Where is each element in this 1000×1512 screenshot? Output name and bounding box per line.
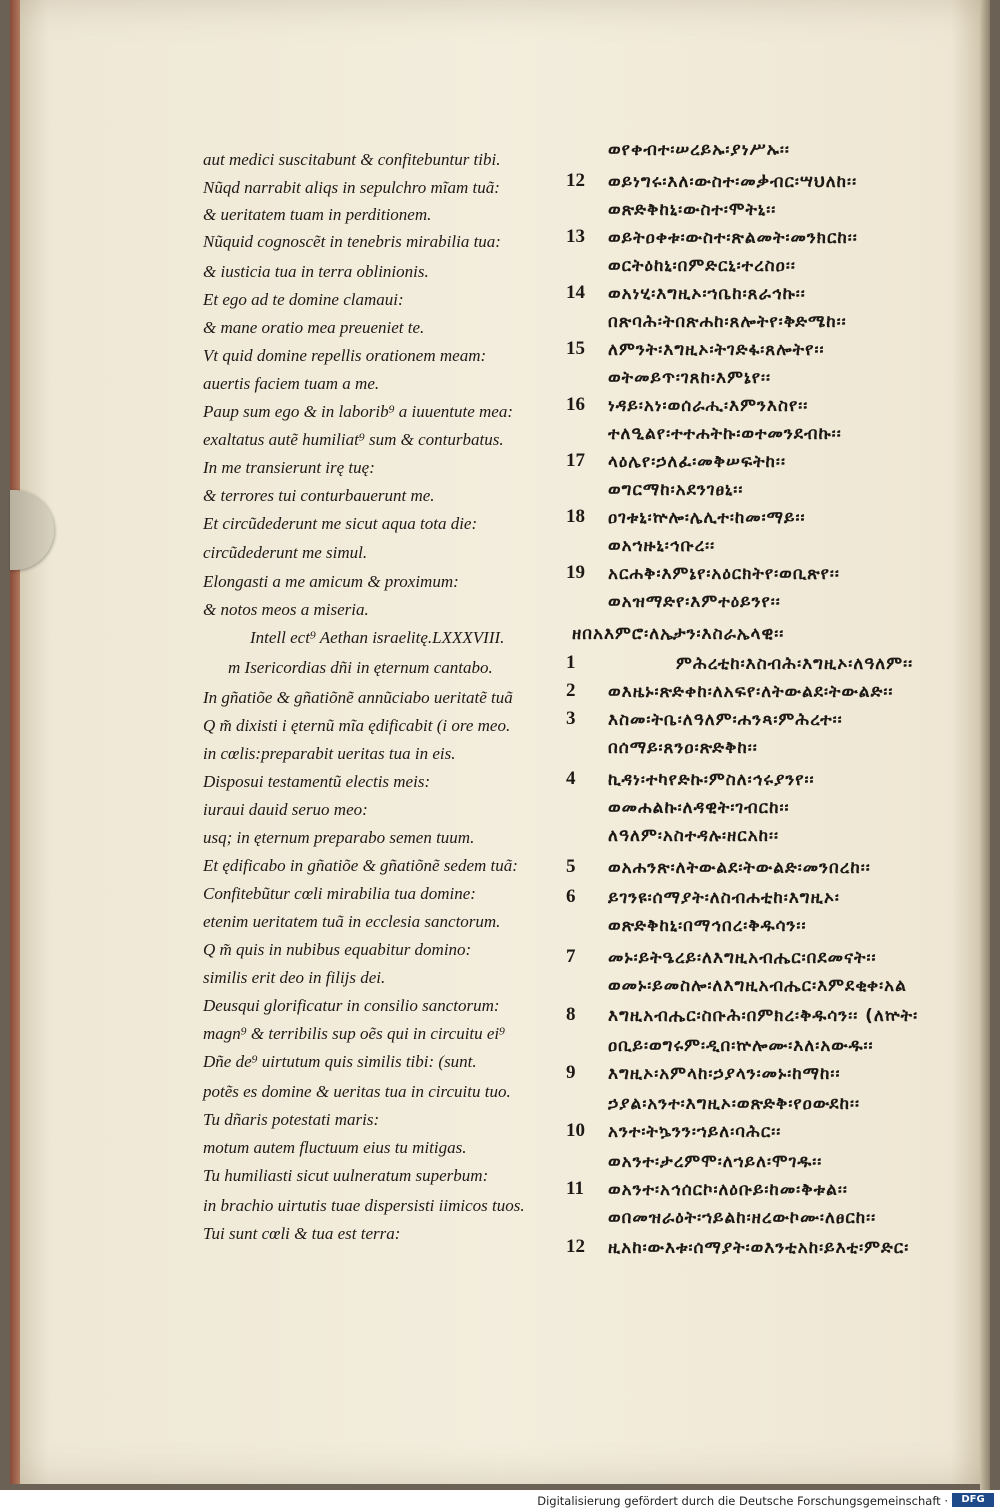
latin-line: & ueritatem tuam in perditionem.: [203, 205, 432, 224]
verse-number: 6: [566, 886, 576, 907]
verse-number: 16: [566, 394, 585, 415]
ethiopic-line: ኃያል፡አንተ፡እግዚኦ፡ወጽድቅ፡የዐውደከ፡፡: [608, 1094, 860, 1114]
ethiopic-line: እግዚኦ፡አምላከ፡ኃያላን፡መኑ፡ከማከ፡፡: [608, 1064, 841, 1084]
ethiopic-line: ወአዝማድየ፡እምተዕይንየ፡፡: [608, 592, 781, 612]
verse-number: 1: [566, 652, 576, 673]
page-tab-marker: [10, 490, 54, 570]
latin-line: Q m̃ quis in nubibus equabitur domino:: [203, 940, 472, 959]
latin-line: In gñatiõe & gñatiõnẽ annũciabo ueritatẽ tuã: [203, 688, 513, 707]
ethiopic-line: ዘበአእምሮ፡ለኤታን፡እስራኤላዊ፡፡: [572, 624, 785, 644]
footer-bar: [0, 1490, 1000, 1512]
ethiopic-line: ወጽድቅከኒ፡በማኅበረ፡ቅዱሳን፡፡: [608, 916, 807, 936]
ethiopic-line: ወአነሂ፡እግዚኦ፡ኀቤከ፡ጸራኅኩ፡፡: [608, 284, 806, 304]
latin-line: etenim ueritatem tuã in ecclesia sanctorum.: [203, 912, 501, 931]
latin-line: in cœlis:preparabit ueritas tua in eis.: [203, 744, 456, 763]
latin-line: Nũquid cognoscẽt in tenebris mirabilia tua:: [203, 232, 501, 251]
ethiopic-line: እስመ፡ትቤ፡ለዓለም፡ሐንጻ፡ምሕረተ፡፡: [608, 710, 843, 730]
ethiopic-line: ወበመዝራዕት፡ኀይልከ፡ዘረውኮሙ፡ለፀርከ፡፡: [608, 1208, 877, 1228]
latin-line: motum autem fluctuum eius tu mitigas.: [203, 1138, 467, 1157]
ethiopic-line: በሰማይ፡ጸንዐ፡ጽድቅከ፡፡: [608, 738, 758, 758]
latin-line: Et ego ad te domine clamaui:: [203, 290, 404, 309]
verse-number: 17: [566, 450, 585, 471]
ethiopic-line: ነዳይ፡አነ፡ወሰራሒ፡እምንእስየ፡፡: [608, 396, 809, 416]
ethiopic-line: ወእዜኑ፡ጽድቀከ፡ለአፍየ፡ለትውልደ፡ትውልድ፡፡: [608, 682, 894, 702]
latin-line: Tu dñaris potestati maris:: [203, 1110, 380, 1129]
footer-credit: Digitalisierung gefördert durch die Deutsche Forschungsgemeinschaft ·: [537, 1494, 948, 1508]
ethiopic-line: ዐቢይ፡ወግሩም፡ዲበ፡ኵሎሙ፡እለ፡አውዱ፡፡: [608, 1036, 874, 1056]
verse-number: 3: [566, 708, 576, 729]
ethiopic-line: ወትመይጥ፡ገጸከ፡እምኔየ፡፡: [608, 368, 772, 388]
page-edge-right: [980, 0, 990, 1512]
ethiopic-line: ዚአከ፡ውእቱ፡ሰማያት፡ወእንቲአከ፡ይእቲ፡ምድር፡: [608, 1238, 910, 1258]
latin-line: Tui sunt cœli & tua est terra:: [203, 1224, 401, 1243]
dfg-logo: DFG: [952, 1493, 994, 1507]
ethiopic-line: አንተ፡ትኴንን፡ኀይለ፡ባሕር፡፡: [608, 1122, 782, 1142]
verse-number: 19: [566, 562, 585, 583]
verse-number: 9: [566, 1062, 576, 1083]
latin-line: aut medici suscitabunt & confitebuntur tibi.: [203, 150, 501, 169]
latin-line: Intell ect⁹ Aethan israelitę.LXXXVIII.: [250, 628, 505, 647]
verse-number: 7: [566, 946, 576, 967]
ethiopic-line: እግዚአብሔር፡ስቡሕ፡በምክረ፡ቅዱሳን፡፡ (ለኵት፡: [608, 1006, 919, 1026]
verse-number: 12: [566, 170, 585, 191]
ethiopic-line: ተለዒልየ፡ተተሐትኩ፡ወተመንደብኩ፡፡: [608, 424, 842, 444]
ethiopic-line: ወመኑ፡ይመስሎ፡ለእግዚአብሔር፡እምደቂቀ፡አል: [608, 976, 907, 996]
ethiopic-line: ላዕሌየ፡ኃለፈ፡መቅሠፍትከ፡፡: [608, 452, 786, 472]
verse-number: 12: [566, 1236, 585, 1257]
ethiopic-line: አርሐቅ፡እምኔየ፡አዕርክትየ፡ወቢጽየ፡፡: [608, 564, 840, 584]
ethiopic-line: ወአሐንጽ፡ለትውልደ፡ትውልድ፡መንበረከ፡፡: [608, 858, 871, 878]
verse-number: 18: [566, 506, 585, 527]
latin-line: Elongasti a me amicum & proximum:: [203, 572, 459, 591]
verse-number: 13: [566, 226, 585, 247]
verse-number: 14: [566, 282, 585, 303]
ethiopic-line: ወይነግሩ፡እለ፡ውስተ፡መቃብር፡ሣህለከ፡፡: [608, 172, 858, 192]
latin-line: usq; in ęternum preparabo semen tuum.: [203, 828, 475, 847]
latin-line: Tu humiliasti sicut uulneratum superbum:: [203, 1166, 489, 1185]
ethiopic-line: ኪዳነ፡ተካየድኩ፡ምስለ፡ኅሩያንየ፡፡: [608, 770, 815, 790]
ethiopic-line: ወመሐልኩ፡ለዳዊት፡ገብርከ፡፡: [608, 798, 790, 818]
latin-line: & notos meos a miseria.: [203, 600, 369, 619]
ethiopic-line: ወግርማከ፡አደንገፀኒ፡፡: [608, 480, 744, 500]
latin-line: potẽs es domine & ueritas tua in circuitu tuo.: [203, 1082, 511, 1101]
latin-line: auertis faciem tuam a me.: [203, 374, 380, 393]
book-page: [10, 0, 990, 1484]
ethiopic-line: ወአንተ፡አኅሰርኮ፡ለዕቡይ፡ከመ፡ቅቱል፡፡: [608, 1180, 848, 1200]
ethiopic-line: ለምንት፡እግዚኦ፡ትገድፋ፡ጸሎትየ፡፡: [608, 340, 825, 360]
verse-number: 11: [566, 1178, 584, 1199]
ethiopic-line: ዐገቱኒ፡ኵሎ፡ሌሊተ፡ከመ፡ማይ፡፡: [608, 508, 806, 528]
latin-line: in brachio uirtutis tuae dispersisti iimicos tuos.: [203, 1196, 525, 1215]
latin-line: Vt quid domine repellis orationem meam:: [203, 346, 487, 365]
latin-line: & terrores tui conturbauerunt me.: [203, 486, 435, 505]
latin-line: exaltatus autẽ humiliat⁹ sum & conturbatus.: [203, 430, 504, 449]
ethiopic-line: ወየቀብተ፡ሠረይኡ፡ያነሥኡ፡፡: [608, 140, 790, 160]
latin-line: m Isericordias dñi in ęternum cantabo.: [228, 658, 493, 677]
latin-line: Et ędificabo in gñatiõe & gñatiõnẽ sedem tuã:: [203, 856, 518, 875]
ethiopic-line: ምሕረቲከ፡እስብሕ፡እግዚኦ፡ለዓለም፡፡: [676, 654, 914, 674]
page-edge-left: [10, 0, 20, 1484]
ethiopic-line: ወጽድቅከኒ፡ውስተ፡ሞትኒ፡፡: [608, 200, 777, 220]
ethiopic-line: ወአኀዙኒ፡ኅቡረ፡፡: [608, 536, 716, 556]
latin-line: circũdederunt me simul.: [203, 543, 368, 562]
ethiopic-line: ይገንዩ፡ሰማያት፡ለስብሐቲከ፡እግዚኦ፡: [608, 888, 840, 908]
verse-number: 5: [566, 856, 576, 877]
verse-number: 15: [566, 338, 585, 359]
latin-line: magn⁹ & terribilis sup oẽs qui in circuitu ei⁹: [203, 1024, 506, 1043]
verse-number: 4: [566, 768, 576, 789]
latin-line: Dñe de⁹ uirtutum quis similis tibi: (sunt.: [203, 1052, 477, 1071]
latin-line: & iusticia tua in terra oblinionis.: [203, 262, 429, 281]
latin-line: similis erit deo in filijs dei.: [203, 968, 386, 987]
latin-line: In me transierunt irę tuę:: [203, 458, 375, 477]
ethiopic-line: መኑ፡ይትዔረይ፡ለእግዚአብሔር፡በደመናት፡፡: [608, 948, 877, 968]
latin-line: & mane oratio mea preueniet te.: [203, 318, 425, 337]
latin-line: Disposui testamentũ electis meis:: [203, 772, 431, 791]
latin-line: iuraui dauid seruo meo:: [203, 800, 368, 819]
ethiopic-line: ለዓለም፡አስተዳሉ፡ዘርአከ፡፡: [608, 826, 780, 846]
ethiopic-line: ወርትዕከኒ፡በምድርኒ፡ተረስዐ፡፡: [608, 256, 796, 276]
latin-line: Deusqui glorificatur in consilio sanctorum:: [203, 996, 500, 1015]
latin-line: Q m̃ dixisti i ęternũ mĩa ędificabit (i ore meo.: [203, 716, 511, 735]
latin-line: Nũqd narrabit aliqs in sepulchro mĩam tuã:: [203, 178, 500, 197]
verse-number: 2: [566, 680, 576, 701]
latin-line: Confitebũtur cœli mirabilia tua domine:: [203, 884, 476, 903]
verse-number: 8: [566, 1004, 576, 1025]
ethiopic-line: ወይትዐቀቱ፡ውስተ፡ጽልመት፡መንክርከ፡፡: [608, 228, 858, 248]
latin-line: Paup sum ego & in laborib⁹ a iuuentute mea:: [203, 402, 513, 421]
latin-line: Et circũdederunt me sicut aqua tota die:: [203, 514, 478, 533]
ethiopic-line: ወአንተ፡ታረምሞ፡ለኀይለ፡ሞገዱ፡፡: [608, 1152, 823, 1172]
ethiopic-line: በጽባሕ፡ትበጽሐከ፡ጸሎትየ፡ቅድሜከ፡፡: [608, 312, 847, 332]
verse-number: 10: [566, 1120, 585, 1141]
